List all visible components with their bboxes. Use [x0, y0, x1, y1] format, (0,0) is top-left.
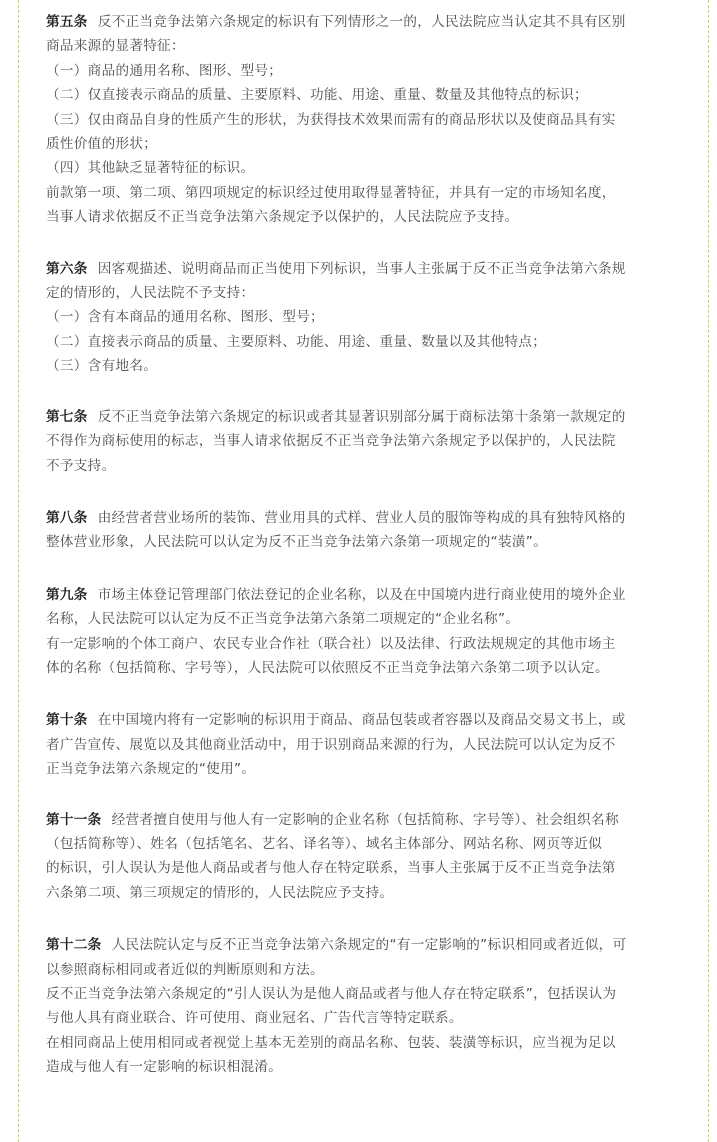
- article-12: [46, 933, 688, 1079]
- article-title: 第十一条: [46, 811, 102, 828]
- article-line: 名称，人民法院可以认定为反不正当竞争法第六条第二项规定的“企业名称”。: [46, 611, 520, 628]
- article-first-line: [46, 257, 688, 281]
- article-line: 不得作为商标使用的标志，当事人请求依据反不正当竞争法第六条规定予以保护的，人民法院: [46, 433, 616, 450]
- article-text: 因客观描述、说明商品而正当使用下列标识，当事人主张属于反不正当竞争法第六条规: [97, 260, 626, 277]
- article-line: 的标识，引人误认为是他人商品或者与他人存在特定联系，当事人主张属于反不正当竞争法第: [46, 860, 616, 877]
- article-line: 定的情形的，人民法院不予支持：: [46, 285, 255, 302]
- article-7: [46, 405, 688, 478]
- article-line: （一）商品的通用名称、图形、型号；: [46, 62, 283, 79]
- article-first-line: [46, 933, 688, 957]
- article-text: 反不正当竞争法第六条规定的标识或者其显著识别部分属于商标法第十条第一款规定的: [97, 408, 626, 425]
- article-line: 有一定影响的个体工商户、农民专业合作社（联合社）以及法律、行政法规规定的其他市场主: [46, 635, 616, 652]
- article-line: （三）含有地名。: [46, 358, 158, 375]
- article-line: 体的名称（包括简称、字号等），人民法院可以依照反不正当竞争法第六条第二项予以认定。: [46, 659, 609, 676]
- article-line: 造成与他人有一定影响的标识相混淆。: [46, 1059, 283, 1076]
- article-line: （二）直接表示商品的质量、主要原料、功能、用途、重量、数量以及其他特点；: [46, 333, 547, 350]
- article-line: （一）含有本商品的通用名称、图形、型号；: [46, 309, 324, 326]
- article-9: [46, 583, 688, 681]
- article-text: 经营者擅自使用与他人有一定影响的企业名称（包括简称、字号等）、社会组织名称: [111, 811, 619, 828]
- article-line: 当事人请求依据反不正当竞争法第六条规定予以保护的，人民法院应予支持。: [46, 209, 519, 226]
- article-line: 质性价值的形状；: [46, 136, 158, 153]
- article-line: （四）其他缺乏显著特征的标识。: [46, 160, 255, 177]
- left-dashed-border: [18, 0, 19, 1142]
- article-11: [46, 808, 688, 906]
- article-line: 以参照商标相同或者近似的判断原则和方法。: [46, 961, 324, 978]
- article-line: （二）仅直接表示商品的质量、主要原料、功能、用途、重量、数量及其他特点的标识；: [46, 87, 588, 104]
- article-text: 人民法院认定与反不正当竞争法第六条规定的“有一定影响的”标识相同或者近似，可: [111, 937, 627, 954]
- article-text: 反不正当竞争法第六条规定的标识有下列情形之一的，人民法院应当认定其不具有区别: [97, 14, 626, 30]
- article-text: 由经营者营业场所的装饰、营业用具的式样、营业人员的服饰等构成的具有独特风格的: [97, 509, 626, 526]
- article-line: 反不正当竞争法第六条规定的“引人误认为是他人商品或者与他人存在特定联系”，包括误认为: [46, 986, 617, 1002]
- article-first-line: [46, 583, 688, 607]
- article-title: 第七条: [46, 408, 88, 425]
- article-first-line: [46, 405, 688, 429]
- article-title: 第九条: [46, 586, 88, 603]
- article-first-line: [46, 506, 688, 530]
- article-first-line: [46, 10, 688, 34]
- article-10: [46, 708, 688, 781]
- article-line: 正当竞争法第六条规定的“使用”。: [46, 761, 256, 778]
- article-title: 第五条: [46, 14, 88, 30]
- article-5: [46, 10, 688, 230]
- article-title: 第八条: [46, 509, 88, 526]
- right-dashed-border: [708, 0, 709, 1142]
- article-first-line: [46, 808, 688, 832]
- article-text: 市场主体登记管理部门依法登记的企业名称，以及在中国境内进行商业使用的境外企业: [97, 586, 626, 603]
- article-title: 第六条: [46, 260, 88, 277]
- article-line: 在相同商品上使用相同或者视觉上基本无差别的商品名称、包装、装潢等标识，应当视为足以: [46, 1034, 616, 1051]
- article-line: （三）仅由商品自身的性质产生的形状，为获得技术效果而需有的商品形状以及使商品具有实: [46, 111, 616, 128]
- article-line: 不予支持。: [46, 457, 116, 474]
- article-line: （包括简称等）、姓名（包括笔名、艺名、译名等）、域名主体部分、网站名称、网页等近似: [46, 835, 603, 852]
- article-6: [46, 257, 688, 379]
- article-line: 前款第一项、第二项、第四项规定的标识经过使用取得显著特征，并具有一定的市场知名度，: [46, 184, 616, 201]
- article-text: 在中国境内将有一定影响的标识用于商品、商品包装或者容器以及商品交易文书上，或: [97, 712, 626, 729]
- article-line: 与他人具有商业联合、许可使用、商业冠名、广告代言等特定联系。: [46, 1010, 463, 1027]
- article-title: 第十二条: [46, 937, 102, 954]
- article-line: 商品来源的显著特征：: [46, 38, 185, 55]
- article-8: [46, 506, 688, 555]
- article-first-line: [46, 708, 688, 732]
- article-line: 整体营业形象，人民法院可以认定为反不正当竞争法第六条第一项规定的“装潢”。: [46, 534, 547, 551]
- document-body: [46, 10, 688, 1108]
- article-line: 六条第二项、第三项规定的情形的，人民法院应予支持。: [46, 884, 394, 901]
- article-title: 第十条: [46, 712, 88, 729]
- article-line: 者广告宣传、展览以及其他商业活动中，用于识别商品来源的行为，人民法院可以认定为反不: [46, 736, 616, 753]
